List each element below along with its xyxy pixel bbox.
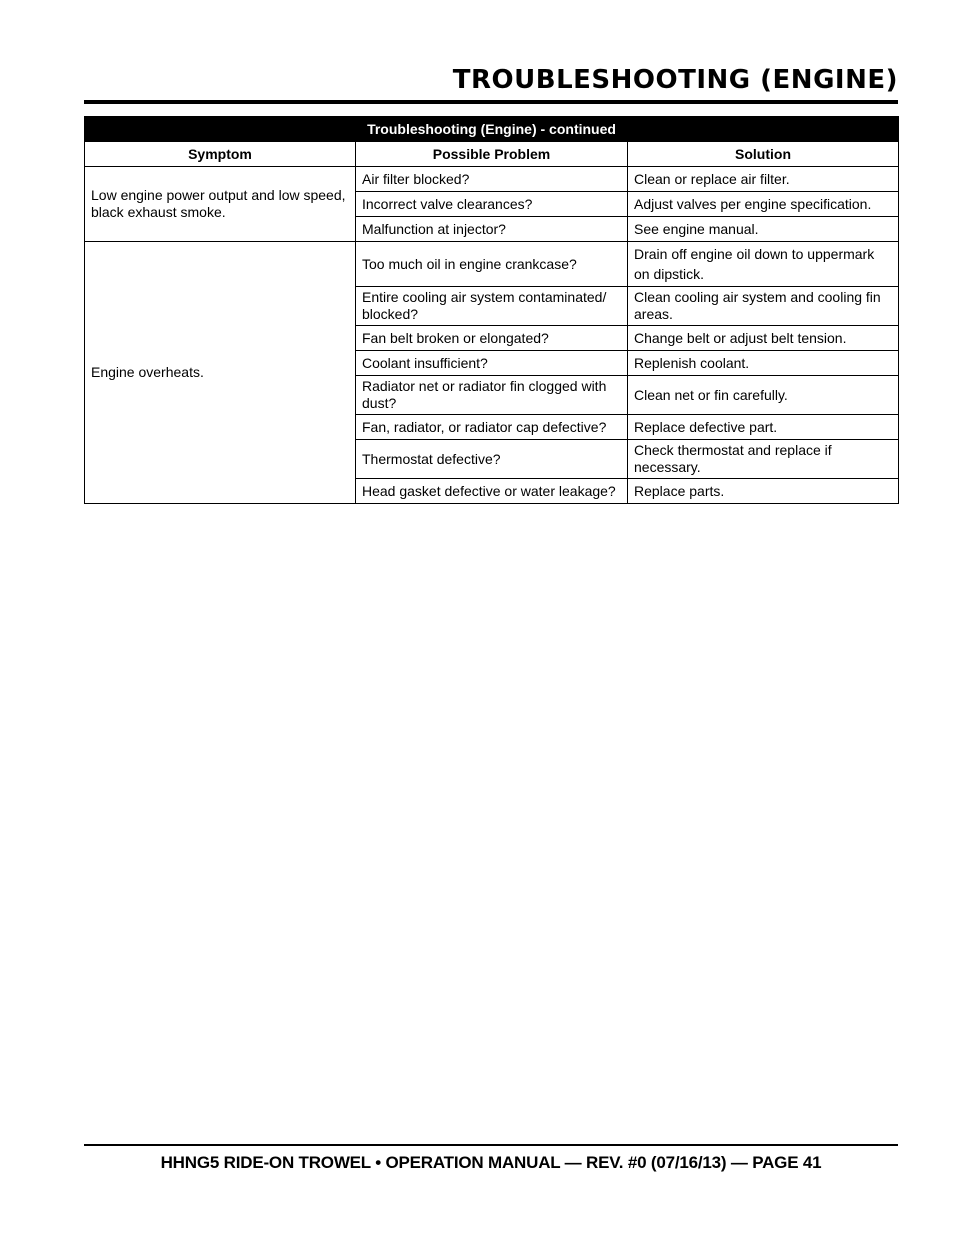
problem-cell: Incorrect valve clearances? [356, 192, 628, 217]
footer-rule [84, 1144, 898, 1146]
symptom-cell: Engine overheats. [85, 242, 356, 504]
table-caption-row [85, 117, 899, 142]
problem-cell: Air filter blocked? [356, 167, 628, 192]
solution-cell: Check thermostat and replace if necessary. [628, 440, 899, 479]
solution-cell: Replace defective part. [628, 415, 899, 440]
problem-cell: Coolant insufficient? [356, 351, 628, 376]
problem-cell: Thermostat defective? [356, 440, 628, 479]
problem-cell: Fan belt broken or elongated? [356, 326, 628, 351]
solution-cell: See engine manual. [628, 217, 899, 242]
troubleshooting-table [84, 116, 899, 504]
column-header-possible-problem: Possible Problem [356, 142, 628, 167]
page-footer: HHNG5 RIDE-ON TROWEL • OPERATION MANUAL — REV. #0 (07/16/13) — PAGE 41 [160, 1153, 822, 1172]
problem-cell: Head gasket defective or water leakage? [356, 479, 628, 504]
problem-cell: Entire cooling air system contaminated/ blocked? [356, 287, 628, 326]
table-caption: Troubleshooting (Engine) - continued [85, 117, 899, 142]
solution-cell: Clean or replace air filter. [628, 167, 899, 192]
problem-cell: Too much oil in engine crankcase? [356, 242, 628, 287]
page-title: TROUBLESHOOTING (ENGINE) [452, 65, 898, 95]
table-header-row [85, 142, 899, 167]
solution-cell: Clean cooling air system and cooling fin areas. [628, 287, 899, 326]
solution-cell: Adjust valves per engine specification. [628, 192, 899, 217]
table-row [85, 167, 899, 192]
solution-cell: Clean net or fin carefully. [628, 376, 899, 415]
title-rule [84, 100, 898, 104]
solution-cell: Change belt or adjust belt tension. [628, 326, 899, 351]
solution-cell: Drain off engine oil down to uppermark on dipstick. [628, 242, 899, 287]
solution-cell: Replenish coolant. [628, 351, 899, 376]
solution-cell: Replace parts. [628, 479, 899, 504]
table-row [85, 242, 899, 287]
symptom-cell: Low engine power output and low speed, black exhaust smoke. [85, 167, 356, 242]
column-header-symptom: Symptom [85, 142, 356, 167]
problem-cell: Radiator net or radiator fin clogged with dust? [356, 376, 628, 415]
problem-cell: Malfunction at injector? [356, 217, 628, 242]
problem-cell: Fan, radiator, or radiator cap defective? [356, 415, 628, 440]
column-header-solution: Solution [628, 142, 899, 167]
